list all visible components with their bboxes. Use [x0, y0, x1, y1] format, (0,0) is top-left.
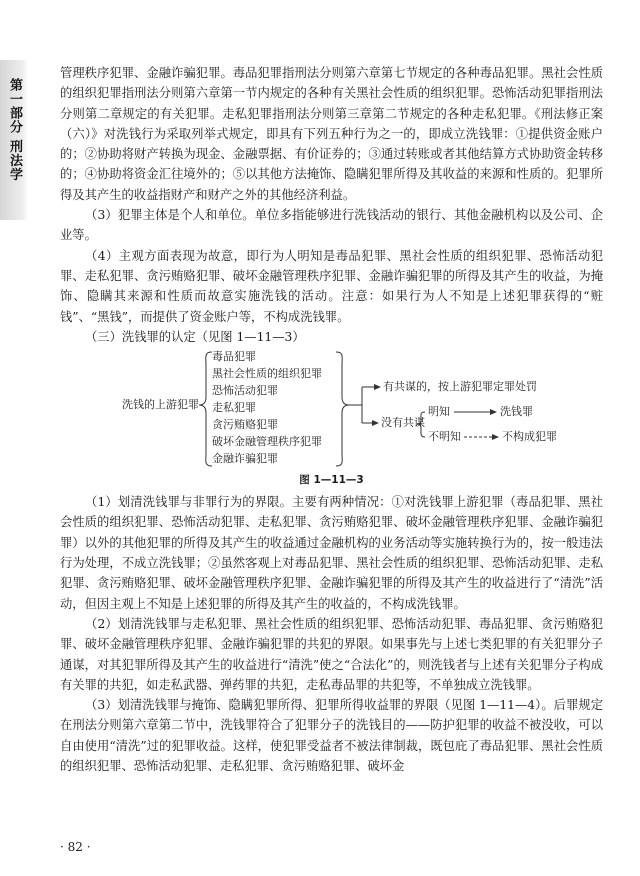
arrowhead-known [490, 409, 497, 415]
paragraph-q3: （3）划清洗钱罪与掩饰、隐瞒犯罪所得、犯罪所得收益罪的界限（见图 1—11—4）。后罪规定在刑法分则第六章第二节中，洗钱罪符合了犯罪分子的洗钱目的——防护犯罪的收益不被没收，可以自由使用“清洗”过的犯罪收益。这样，使犯罪受益者不被法律制裁，既包庇了毒品犯罪、黑社会性质的组织犯罪、恐怖活动犯罪、走私犯罪、贪污贿赂犯罪、破坏金 [60, 698, 603, 774]
figure-known-label: 明知 [428, 405, 450, 419]
left-brace [199, 352, 212, 466]
paragraph-4: （4）主观方面表现为故意，即行为人明知是毒品犯罪、黑社会性质的组织犯罪、恐怖活动犯罪、走私犯罪、贪污贿赂犯罪、破坏金融管理秩序犯罪、金融诈骗犯罪的所得及其产生的收益，为掩饰、隐瞒其来源和性质而故意实施洗钱的活动。注意：如果行为人不知是上述犯罪获得的“赃钱”、“黑钱”，而提供了资金账户等，不构成洗钱罪。 [60, 248, 603, 324]
figure-crime-item: 毒品犯罪 [212, 350, 256, 364]
section-heading: （三）洗钱罪的认定（见图 1—11—3） [85, 329, 305, 344]
right-brace [336, 352, 349, 466]
figure-unknown-result: 不构成犯罪 [502, 430, 557, 444]
page-number: · 82 · [60, 840, 91, 854]
sidebar-section-label: 第一部分 刑法学 [7, 78, 22, 182]
paragraph-3: （3）犯罪主体是个人和单位。单位多指能够进行洗钱活动的银行、其他金融机构以及公司、企业等。 [60, 208, 603, 243]
figure-crime-item: 贪污贿赂犯罪 [212, 418, 278, 432]
figure-unknown-label: 不明知 [428, 430, 461, 444]
paragraph-intro: 管理秩序犯罪、金融诈骗犯罪。毒品犯罪指刑法分则第六章第七节规定的各种毒品犯罪。黑社会性质的组织犯罪指刑法分则第六章第一节内规定的各种有关黑社会性质的组织犯罪。恐怖活动犯罪指刑法分则第二章规定的有关犯罪。走私犯罪指刑法分则第三章第二节规定的各种走私犯罪。《刑法修正案（六）》对洗钱行为采取列举式规定，即具有下列五种行为之一的，即成立洗钱罪：①提供资金账户的；②协助将财产转换为现金、金融票据、有价证券的；③通过转账或者其他结算方式协助资金转移的；④协助将资金汇往境外的；⑤以其他方法掩饰、隐瞒犯罪所得及其收益的来源和性质的。犯罪所得及其产生的收益指财产和财产之外的其他经济利益。 [60, 66, 603, 202]
figure-crime-item: 恐怖活动犯罪 [212, 384, 278, 398]
arrowhead-top [374, 384, 381, 390]
arrowhead-bottom [372, 420, 379, 426]
page-content [60, 63, 603, 776]
figure-crime-item: 金融诈骗犯罪 [212, 452, 278, 466]
figure-caption: 图 1—11—3 [299, 474, 364, 487]
figure-branch-conspired: 有共谋的，按上游犯罪定罪处罚 [383, 380, 537, 394]
figure-known-result: 洗钱罪 [500, 405, 533, 419]
figure-diagram [60, 349, 603, 469]
figure-root-label: 洗钱的上游犯罪 [122, 398, 199, 412]
paragraph-q2: （2）划清洗钱罪与走私犯罪、黑社会性质的组织犯罪、恐怖活动犯罪、毒品犯罪、贪污贿赂犯罪、破坏金融管理秩序犯罪、金融诈骗犯罪的共犯的界限。如果事先与上述七类犯罪的有关犯罪分子通谋，对其犯罪所得及其产生的收益进行“清洗”使之“合法化”的，则洗钱者与上述有关犯罪分子构成有关罪的共犯，如走私武器、弹药罪的共犯，走私毒品罪的共犯等，不单独成立洗钱罪。 [60, 616, 603, 692]
figure-crime-item: 走私犯罪 [212, 401, 256, 415]
arrowhead-unknown [492, 434, 499, 440]
figure-branch-no-conspiracy: 没有共谋 [381, 416, 425, 430]
figure-crime-item: 黑社会性质的组织犯罪 [212, 367, 322, 381]
figure-crime-item: 破坏金融管理秩序犯罪 [212, 435, 322, 449]
paragraph-q1: （1）划清洗钱罪与非罪行为的界限。主要有两种情况：①对洗钱罪上游犯罪（毒品犯罪、黑社会性质的组织犯罪、恐怖活动犯罪、走私犯罪、贪污贿赂犯罪、破坏金融管理秩序犯罪、金融诈骗犯罪）以外的其他犯罪的所得及其产生的收益通过金融机构的业务活动等实施转换行为的，按一般违法行为处理，不成立洗钱罪；②虽然客观上对毒品犯罪、黑社会性质的组织犯罪、恐怖活动犯罪、走私犯罪、贪污贿赂犯罪、破坏金融管理秩序犯罪、金融诈骗犯罪的所得及其产生的收益进行了“清洗”活动，但因主观上不知是上述犯罪的所得及其产生的收益的，不构成洗钱罪。 [60, 495, 603, 611]
